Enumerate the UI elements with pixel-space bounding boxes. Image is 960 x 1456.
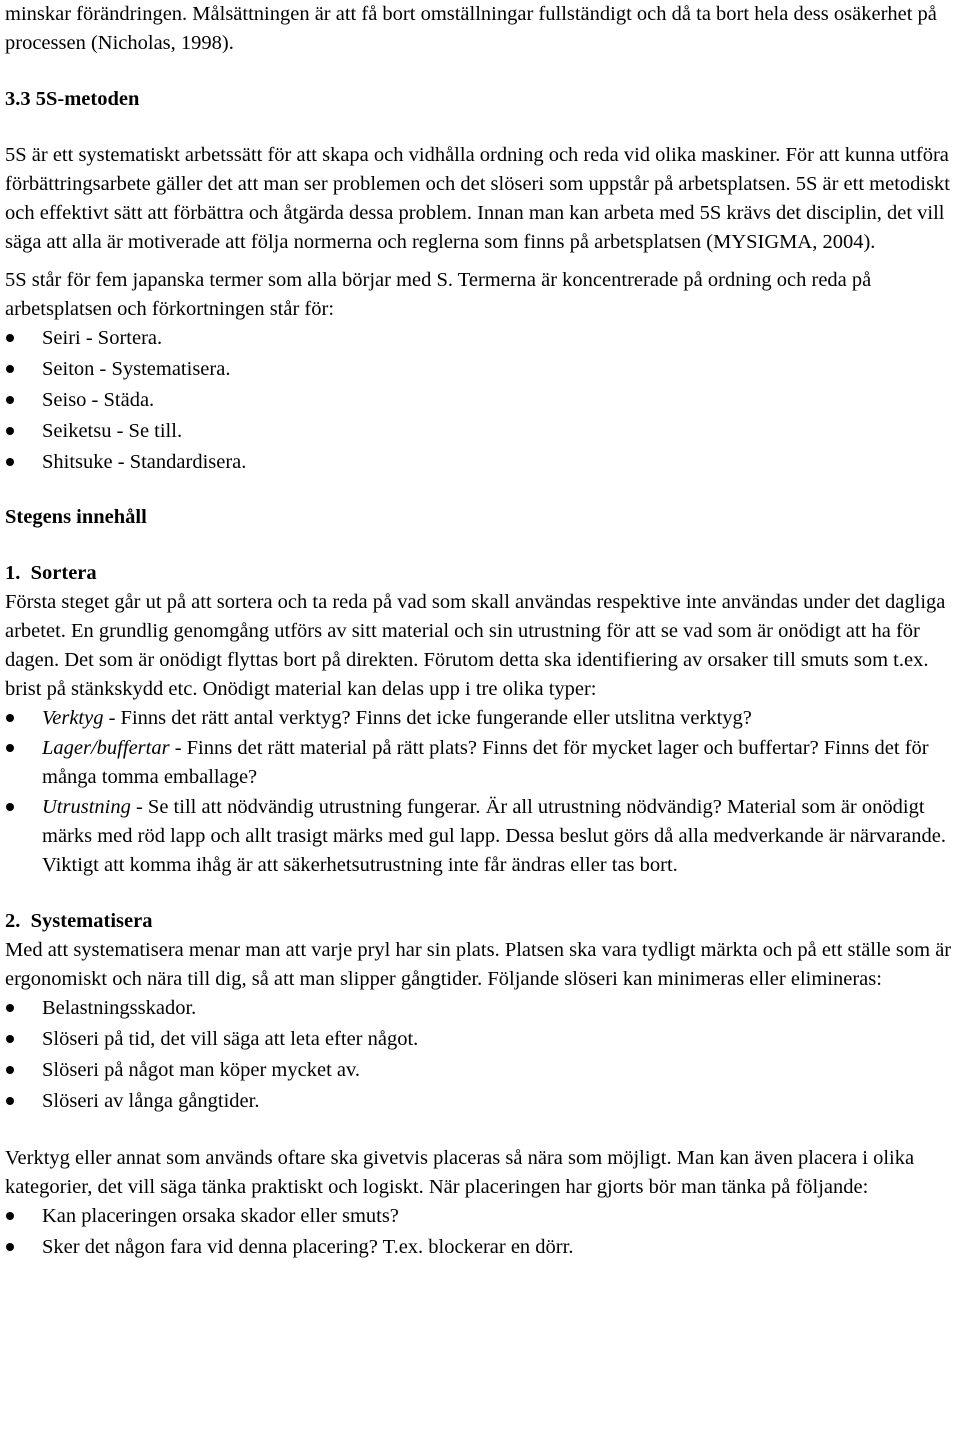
list-item: Belastningsskador. <box>5 994 956 1023</box>
paragraph-placement: Verktyg eller annat som används oftare ska givetvis placeras så nära som möjligt. Man kan även placera i olika kategorier, det vill säga tänka praktiskt och logiskt. När placeringen har gjorts bör man tänka på följande: <box>5 1147 915 1198</box>
waste-list <box>5 994 956 1116</box>
material-types-list <box>5 704 956 880</box>
steps-heading: Stegens innehåll <box>5 506 147 528</box>
list-item: Slöseri på något man köper mycket av. <box>5 1056 956 1085</box>
list-item: Sker det någon fara vid denna placering? T.ex. blockerar en dörr. <box>5 1233 956 1262</box>
step-systematize-heading: 2. Systematisera <box>5 910 153 932</box>
list-item <box>5 734 956 792</box>
paragraph-sort: Första steget går ut på att sortera och ta reda på vad som skall användas respektive inte användas under det dagliga arbetet. En grundlig genomgång utförs av sitt material och sin utrustning för att se vad som är onödigt att ha för dagen. Det som är onödigt flyttas bort på direkten. Förutom detta ska identifiering av orsaker till smuts som t.ex. brist på stänkskydd etc. Onödigt material kan delas upp i tre olika typer: <box>5 591 946 700</box>
list-item: Seiton - Systematisera. <box>5 355 956 384</box>
paragraph-systematize: Med att systematisera menar man att varje pryl har sin plats. Platsen ska vara tydligt märkta och på ett ställe som är ergonomiskt och nära till dig, så att man slipper gångtider. Följande slöseri kan minimeras eller elimineras: <box>5 939 952 990</box>
list-item <box>5 704 956 733</box>
list-item <box>5 793 956 880</box>
section-heading-5s: 3.3 5S-metoden <box>5 88 140 110</box>
type-term: Lager/buffertar <box>42 737 170 759</box>
step-sort-heading: 1. Sortera <box>5 562 97 584</box>
paragraph-5s-definition: 5S är ett systematiskt arbetssätt för att skapa och vidhålla ordning och reda vid olika maskiner. För att kunna utföra förbättringsarbete gäller det att man ser problemen och det slöseri som uppstår på arbetsplatsen. 5S är ett metodiskt och effektivt sätt att förbättra och åtgärda dessa problem. Innan man kan arbeta med 5S krävs det disciplin, det vill säga att alla är motiverade att följa normerna och reglerna som finns på arbetsplatsen (MYSIGMA, 2004). <box>5 144 951 253</box>
type-term: Verktyg <box>42 707 104 729</box>
list-item: Seiketsu - Se till. <box>5 417 956 446</box>
terms-list <box>5 324 956 477</box>
list-item: Kan placeringen orsaka skador eller smuts? <box>5 1202 956 1231</box>
type-text: - Finns det rätt material på rätt plats? Finns det för mycket lager och buffertar? Finns det för många tomma emballage? <box>42 737 929 788</box>
list-item: Seiri - Sortera. <box>5 324 956 353</box>
list-item: Shitsuke - Standardisera. <box>5 448 956 477</box>
list-item: Slöseri av långa gångtider. <box>5 1087 956 1116</box>
list-item: Slöseri på tid, det vill säga att leta efter något. <box>5 1025 956 1054</box>
placement-questions-list <box>5 1202 956 1262</box>
intro-paragraph: minskar förändringen. Målsättningen är att få bort omställningar fullständigt och då ta bort hela dess osäkerhet på processen (Nicholas, 1998). <box>5 3 937 54</box>
list-item: Seiso - Städa. <box>5 386 956 415</box>
type-text: - Se till att nödvändig utrustning fungerar. Är all utrustning nödvändig? Material som är onödigt märks med röd lapp och allt trasigt märks med gul lapp. Dessa beslut görs då alla medverkande är närvarande. Viktigt att komma ihåg är att säkerhetsutrustning inte får ändras eller tas bort. <box>42 796 946 876</box>
paragraph-5s-terms-intro: 5S står för fem japanska termer som alla börjar med S. Termerna är koncentrerade på ordning och reda på arbetsplatsen och förkortningen står för: <box>5 269 872 320</box>
type-term: Utrustning <box>42 796 131 818</box>
type-text: - Finns det rätt antal verktyg? Finns det icke fungerande eller utslitna verktyg? <box>103 707 752 729</box>
